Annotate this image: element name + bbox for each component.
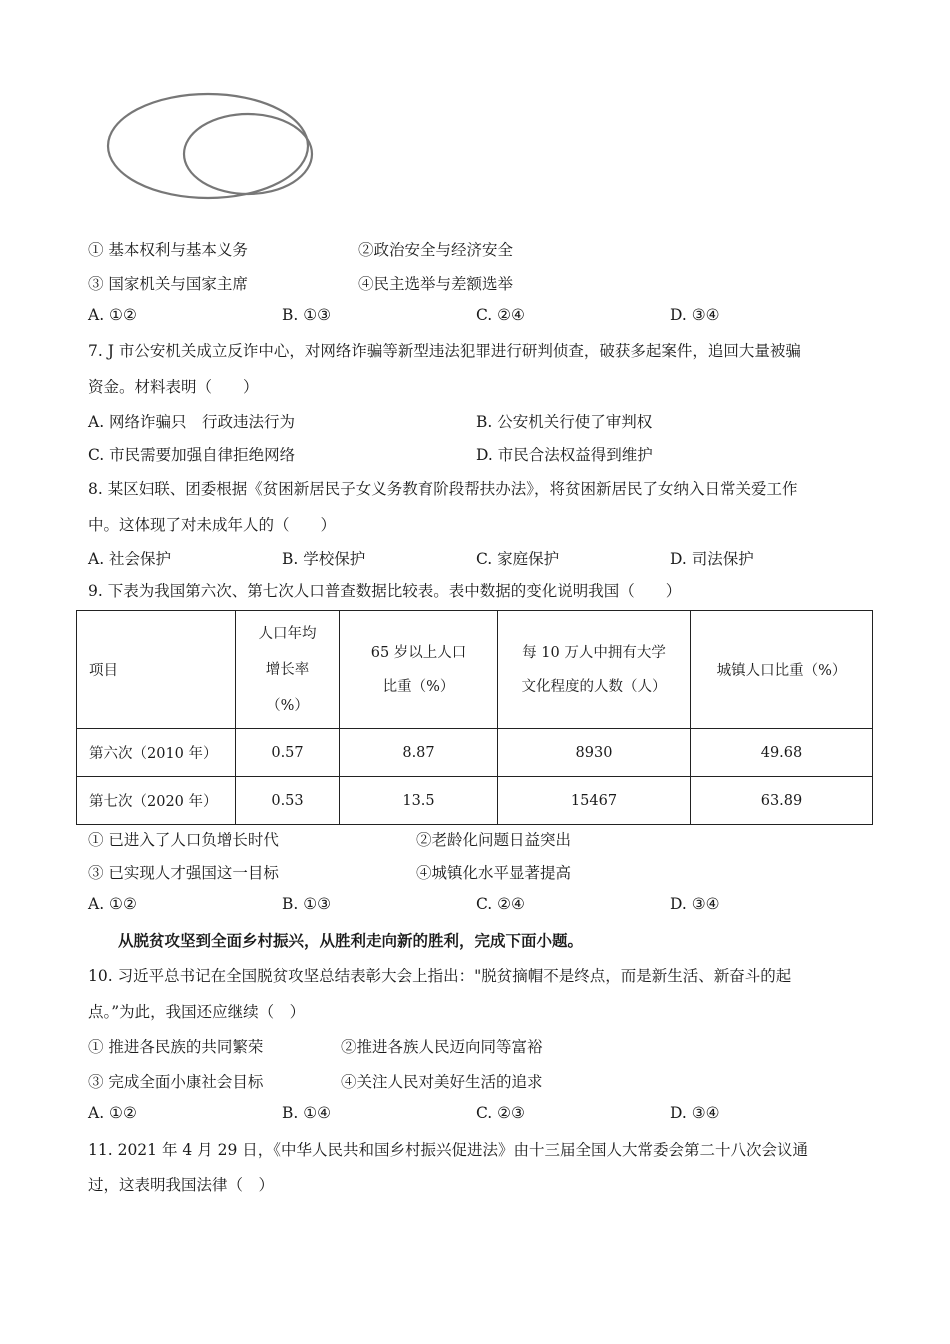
q6-option-a: A. ①② <box>88 306 137 324</box>
header-item: 项目 <box>77 611 236 729</box>
section-heading: 从脱贫攻坚到全面乡村振兴，从胜利走向新的胜利，完成下面小题。 <box>118 932 584 950</box>
q9-item-4: ④城镇化水平显著提高 <box>416 864 572 882</box>
q9-item-3: ③ 已实现人才强国这一目标 <box>88 864 279 882</box>
q8-stem-line1: 8. 某区妇联、团委根据《贫困新居民子女义务教育阶段帮扶办法》，将贫困新居民了女纳入日常关爱工作 <box>88 480 798 498</box>
table-cell: 0.53 <box>236 777 340 825</box>
q7-stem-line2: 资金。材料表明（ ） <box>88 378 259 396</box>
q10-option-c: C. ②③ <box>476 1104 525 1122</box>
q7-option-b: B. 公安机关行使了审判权 <box>476 413 653 431</box>
q8-option-b: B. 学校保护 <box>282 550 366 568</box>
q6-item-1: ① 基本权利与基本义务 <box>88 241 248 259</box>
table-row <box>77 777 873 825</box>
q10-stem-line1: 10. 习近平总书记在全国脱贫攻坚总结表彰大会上指出："脱贫摘帽不是终点，而是新生活、新奋斗的起 <box>88 967 792 985</box>
q9-option-c: C. ②④ <box>476 895 525 913</box>
table-cell: 8.87 <box>340 729 498 777</box>
q9-item-2: ②老龄化问题日益突出 <box>416 831 572 849</box>
nested-ellipse-diagram <box>100 84 330 208</box>
table-row <box>77 729 873 777</box>
q10-item-3: ③ 完成全面小康社会目标 <box>88 1073 264 1091</box>
q6-item-3: ③ 国家机关与国家主席 <box>88 275 248 293</box>
header-urban-ratio: 城镇人口比重（%） <box>691 611 873 729</box>
q9-option-a: A. ①② <box>88 895 137 913</box>
q10-option-a: A. ①② <box>88 1104 137 1122</box>
table-cell: 49.68 <box>691 729 873 777</box>
q7-option-c: C. 市民需要加强自律拒绝网络 <box>88 446 296 464</box>
q8-option-a: A. 社会保护 <box>88 550 172 568</box>
q10-option-b: B. ①④ <box>282 1104 332 1122</box>
q9-option-d: D. ③④ <box>670 895 720 913</box>
header-aged-65: 65 岁以上人口 比重（%） <box>340 611 498 729</box>
q10-stem-line2: 点。”为此，我国还应继续（ ） <box>88 1003 306 1021</box>
q7-option-a: A. 网络诈骗只 行政违法行为 <box>88 413 296 431</box>
q10-option-d: D. ③④ <box>670 1104 720 1122</box>
q10-item-2: ②推进各族人民迈向同等富裕 <box>341 1038 543 1056</box>
q11-stem-line2: 过，这表明我国法律（ ） <box>88 1176 275 1194</box>
q9-option-b: B. ①③ <box>282 895 332 913</box>
table-cell: 8930 <box>498 729 691 777</box>
table-cell: 13.5 <box>340 777 498 825</box>
q6-item-2: ②政治安全与经济安全 <box>358 241 514 259</box>
q9-item-1: ① 已进入了人口负增长时代 <box>88 831 279 849</box>
q6-option-b: B. ①③ <box>282 306 332 324</box>
census-table <box>76 610 873 825</box>
q8-stem-line2: 中。这体现了对未成年人的（ ） <box>88 516 337 534</box>
q10-item-1: ① 推进各民族的共同繁荣 <box>88 1038 264 1056</box>
q8-option-c: C. 家庭保护 <box>476 550 560 568</box>
q7-stem-line1: 7. J 市公安机关成立反诈中心，对网络诈骗等新型违法犯罪进行研判侦查，破获多起案件，追回大量被骗 <box>88 342 801 360</box>
header-university: 每 10 万人中拥有大学 文化程度的人数（人） <box>498 611 691 729</box>
q6-option-c: C. ②④ <box>476 306 525 324</box>
q8-option-d: D. 司法保护 <box>670 550 754 568</box>
inner-ellipse <box>184 114 312 194</box>
q6-item-4: ④民主选举与差额选举 <box>358 275 514 293</box>
table-header-row <box>77 611 873 729</box>
table-cell: 第六次（2010 年） <box>77 729 236 777</box>
q11-stem-line1: 11. 2021 年 4 月 29 日，《中华人民共和国乡村振兴促进法》由十三届全国人大常委会第二十八次会议通 <box>88 1141 808 1159</box>
table-cell: 0.57 <box>236 729 340 777</box>
table-cell: 第七次（2020 年） <box>77 777 236 825</box>
table-cell: 15467 <box>498 777 691 825</box>
q6-option-d: D. ③④ <box>670 306 720 324</box>
table-cell: 63.89 <box>691 777 873 825</box>
q10-item-4: ④关注人民对美好生活的追求 <box>341 1073 543 1091</box>
q7-option-d: D. 市民合法权益得到维护 <box>476 446 653 464</box>
q9-stem: 9. 下表为我国第六次、第七次人口普查数据比较表。表中数据的变化说明我国（ ） <box>88 582 682 600</box>
header-growth-rate: 人口年均 增长率 （%） <box>236 611 340 729</box>
outer-ellipse <box>108 94 308 198</box>
